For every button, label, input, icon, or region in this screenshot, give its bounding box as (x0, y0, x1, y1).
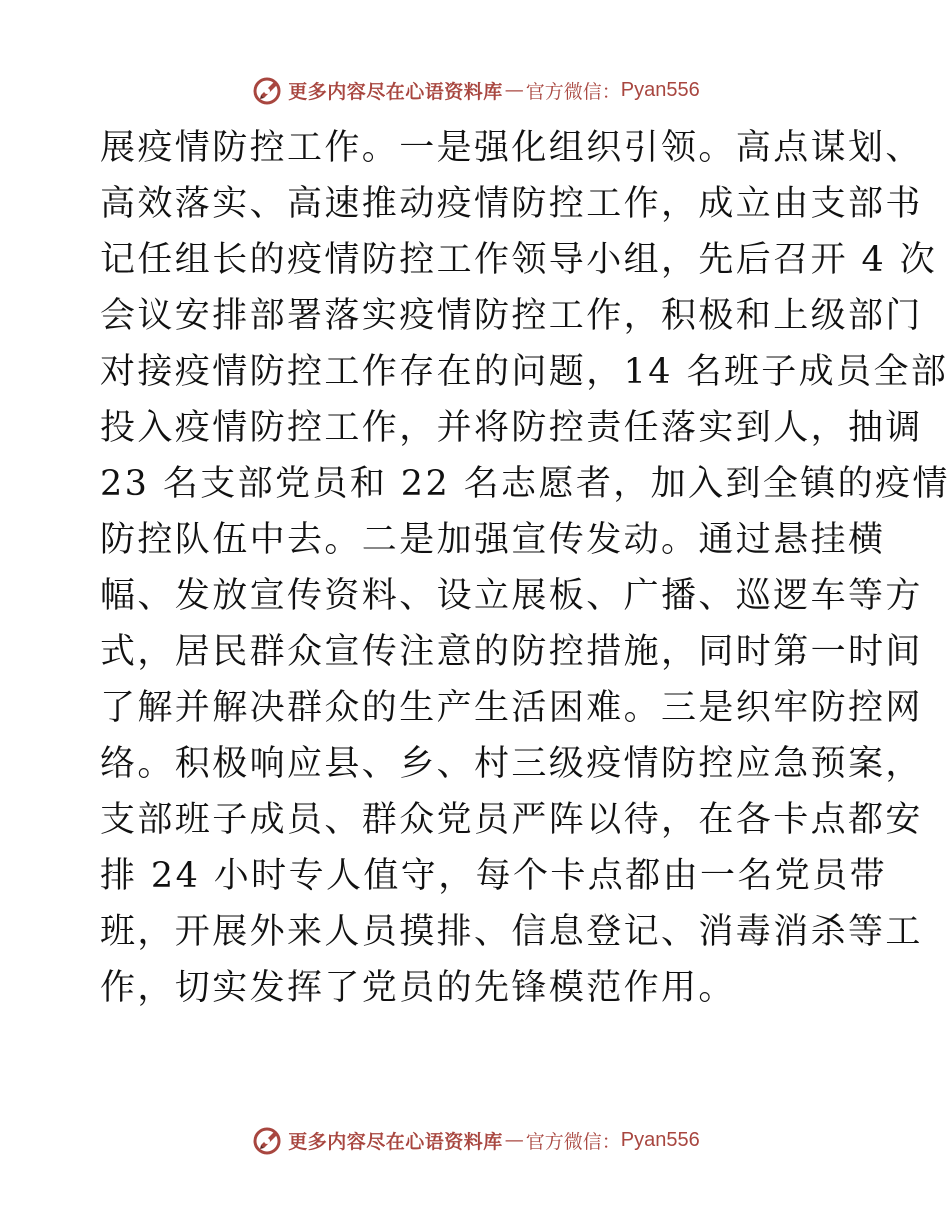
body-line: 排 24 小时专人值守，每个卡点都由一名党员带 (100, 856, 887, 896)
document-body (100, 120, 950, 1016)
banner-separator: — (504, 1129, 524, 1151)
body-line: 展疫情防控工作。一是强化组织引领。高点谋划、 (100, 128, 923, 168)
banner-site-text: 更多内容尽在心语资料库 (288, 1130, 503, 1153)
body-line: 会议安排部署落实疫情防控工作，积极和上级部门 (100, 296, 923, 336)
banner-separator: — (504, 79, 524, 101)
banner-contact-label: 官方微信： (525, 80, 621, 103)
body-line: 了解并解决群众的生产生活困难。三是织牢防控网 (100, 688, 923, 728)
body-line: 高效落实、高速推动疫情防控工作，成立由支部书 (100, 184, 923, 224)
body-line: 式，居民群众宣传注意的防控措施，同时第一时间 (100, 632, 923, 672)
body-line: 记任组长的疫情防控工作领导小组，先后召开 4 次 (100, 240, 938, 280)
banner-contact-id: Pyan556 (620, 78, 700, 101)
body-line: 支部班子成员、群众党员严阵以待，在各卡点都安 (100, 800, 923, 840)
body-line: 对接疫情防控工作存在的问题，14 名班子成员全部 (100, 352, 949, 392)
pen-logo-icon (250, 1123, 284, 1157)
body-line: 防控队伍中去。二是加强宣传发动。通过悬挂横 (100, 520, 886, 560)
body-line: 络。积极响应县、乡、村三级疫情防控应急预案， (100, 744, 923, 784)
body-line: 23 名支部党员和 22 名志愿者，加入到全镇的疫情 (100, 464, 950, 504)
body-line: 班，开展外来人员摸排、信息登记、消毒消杀等工 (100, 912, 923, 952)
banner-site-text: 更多内容尽在心语资料库 (288, 80, 503, 103)
body-line: 幅、发放宣传资料、设立展板、广播、巡逻车等方 (100, 576, 923, 616)
header-banner (0, 72, 950, 108)
banner-contact-id: Pyan556 (620, 1128, 700, 1151)
footer-banner (0, 1122, 950, 1158)
body-line: 作，切实发挥了党员的先锋模范作用。 (100, 968, 736, 1008)
body-line: 投入疫情防控工作，并将防控责任落实到人，抽调 (100, 408, 923, 448)
pen-logo-icon (250, 73, 284, 107)
banner-contact-label: 官方微信： (525, 1130, 621, 1153)
